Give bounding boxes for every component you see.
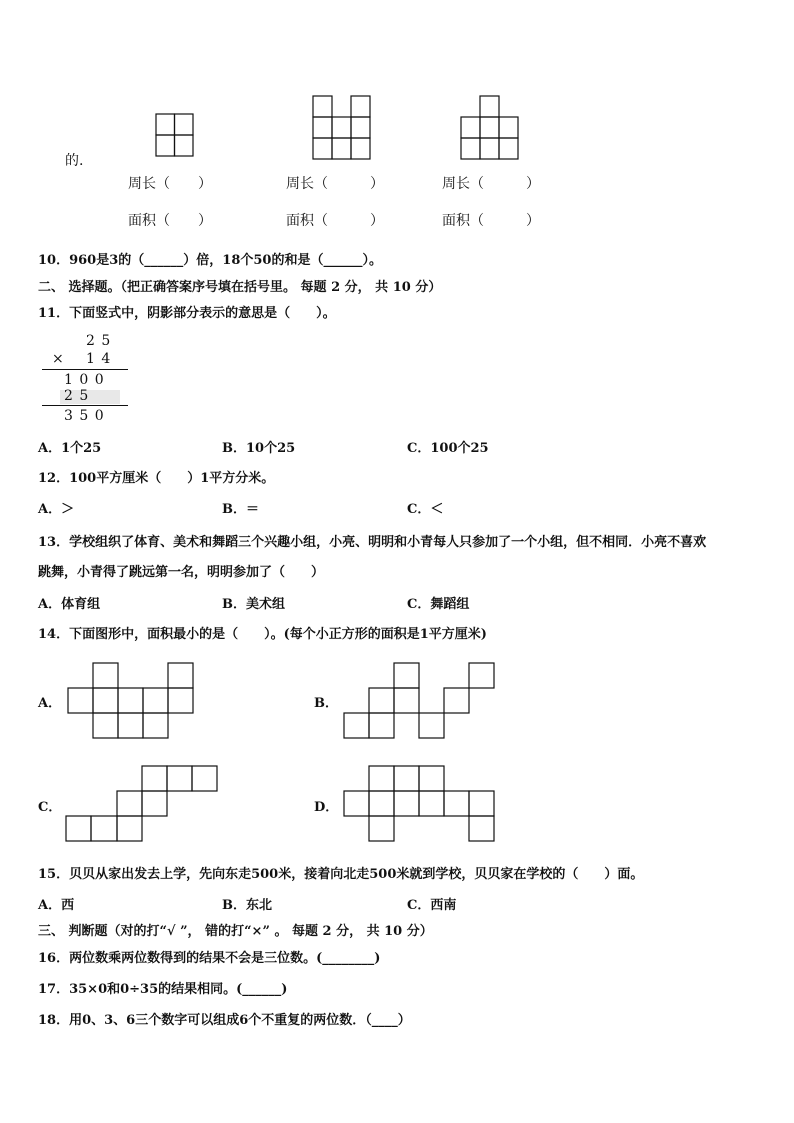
q15-option-c[interactable]: C．西南 [407,898,457,913]
q17-text: 17．35×0和0÷35的结果相同。(______) [38,982,288,997]
q10-text: 10．960是3的（______）倍，18个50的和是（______）。 [38,253,382,268]
q14-figure-d [343,765,497,843]
q13-option-a[interactable]: A．体育组 [38,597,101,612]
calc-rule-1 [42,369,128,370]
q14-stem: 14．下面图形中，面积最小的是（ ）。(每个小正方形的面积是1平方厘米) [38,627,487,642]
q12-option-a[interactable]: A．＞ [38,502,75,517]
q14-figure-c [65,765,219,843]
q9-figure-2 [312,95,374,160]
q12-option-b[interactable]: B．＝ [222,502,259,517]
q9-perimeter-1: 周长（ ） [128,176,212,192]
section2-heading: 二、 选择题。（把正确答案序号填在括号里。 每题 2 分， 共 10 分） [38,280,442,295]
q16-text: 16．两位数乘两位数得到的结果不会是三位数。(________) [38,951,381,966]
q15-option-b[interactable]: B．东北 [222,898,272,913]
q12-stem: 12．100平方厘米（ ）1平方分米。 [38,471,275,486]
calc-row-5: 3 5 0 [64,408,105,424]
q14-label-b[interactable]: B． [314,696,338,711]
q9-lead-text: 的. [65,153,84,169]
q12-option-c[interactable]: C．＜ [407,502,444,517]
calc-row-4: 2 5 [64,388,90,404]
q9-area-1: 面积（ ） [128,213,212,229]
calc-rule-2 [42,405,128,406]
q14-label-a[interactable]: A． [38,696,62,711]
q9-perimeter-2: 周长（ ） [286,176,384,192]
q13-option-c[interactable]: C．舞蹈组 [407,597,470,612]
q14-figure-b [343,662,495,740]
q14-label-d[interactable]: D． [314,800,339,815]
section3-heading: 三、 判断题（对的打“√ ”， 错的打“×” 。 每题 2 分， 共 10 分） [38,924,433,939]
q13-stem-line-2: 跳舞，小青得了跳远第一名，明明参加了（ ） [38,565,325,580]
q14-figure-a [67,662,195,740]
calc-row-1: 2 5 [86,333,112,349]
q11-option-b[interactable]: B．10个25 [222,441,296,456]
q11-option-c[interactable]: C．100个25 [407,441,489,456]
q13-option-b[interactable]: B．美术组 [222,597,285,612]
q9-area-2: 面积（ ） [286,213,384,229]
q13-stem-line-1: 13．学校组织了体育、美术和舞蹈三个兴趣小组，小亮、明明和小青每人只参加了一个小组，但不相同．小亮不喜欢 [38,535,707,550]
q18-text: 18．用0、3、6三个数字可以组成6个不重复的两位数．（____） [38,1013,411,1028]
q9-figure-3 [460,95,522,160]
calc-row-3: 1 0 0 [64,372,105,388]
q11-option-a[interactable]: A．1个25 [38,441,102,456]
q11-stem: 11．下面竖式中，阴影部分表示的意思是（ ）。 [38,306,336,321]
q15-option-a[interactable]: A．西 [38,898,75,913]
q9-perimeter-3: 周长（ ） [442,176,540,192]
calc-row-2: 1 4 [86,351,112,367]
q9-figure-1 [155,113,195,157]
q9-area-3: 面积（ ） [442,213,540,229]
calc-multiply-sign: × [52,351,64,367]
q14-label-c[interactable]: C． [38,800,62,815]
q15-stem: 15．贝贝从家出发去上学，先向东走500米，接着向北走500米就到学校，贝贝家在学校的（ ）面。 [38,867,644,882]
